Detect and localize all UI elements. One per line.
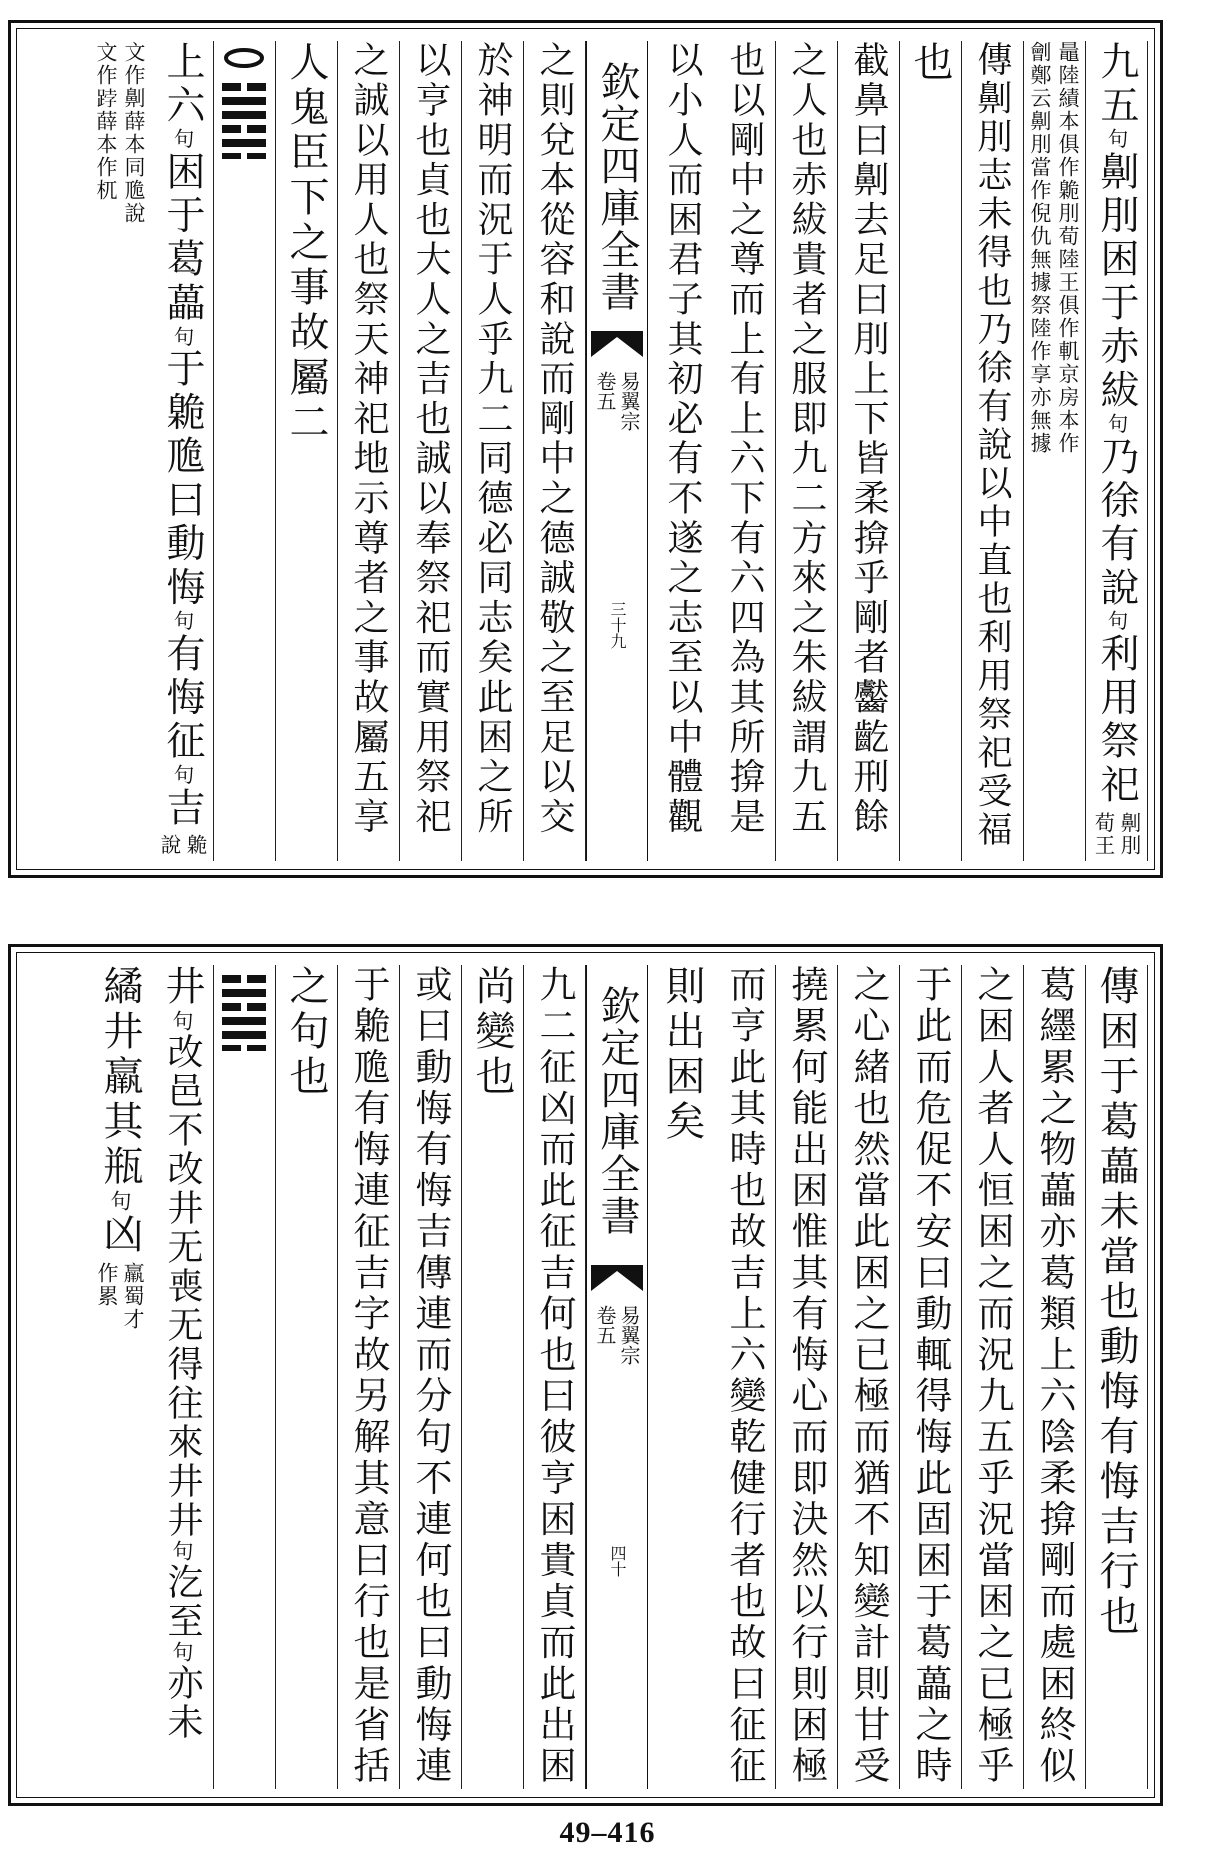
main-text: 九二征凶而此征吉何也曰彼亨困貴貞而此出困 bbox=[533, 965, 576, 1787]
circle-mark bbox=[222, 47, 266, 73]
main-text: 吉 bbox=[160, 786, 205, 831]
book-title: 欽定四庫全書 bbox=[594, 985, 640, 1237]
main-text: 葛纆累之物藟亦葛類上六陰柔揜剛而處困終似 bbox=[1033, 965, 1076, 1787]
punctuation-note: 句 bbox=[108, 1190, 132, 1213]
upper-columns bbox=[25, 41, 1146, 861]
center-fold bbox=[586, 965, 648, 1789]
book-name: 易翼宗 bbox=[617, 1305, 641, 1365]
hexagram-kun-icon bbox=[220, 81, 268, 161]
annotation-line: 文作劓薛本同卼說 bbox=[122, 41, 146, 225]
hexagram-column bbox=[214, 41, 274, 861]
column bbox=[400, 41, 460, 861]
chapter-label: 卷五 bbox=[593, 1305, 617, 1345]
annotation-column bbox=[1024, 41, 1084, 861]
fishtail-mark bbox=[591, 1265, 643, 1291]
lower-page bbox=[8, 944, 1163, 1806]
annotation-line: 鼂陸績本俱作臲刖荀陸王俱作䡄京房本作 bbox=[1056, 41, 1080, 455]
column bbox=[152, 41, 212, 861]
column bbox=[652, 41, 712, 861]
main-text: 於神明而況于人乎九二同德必同志矣此困之所 bbox=[472, 41, 513, 837]
main-text: 劓刖困于赤紱 bbox=[1094, 150, 1139, 414]
main-text: 以亨也貞也大人之吉也誠以奉祭祀而實用祭祀 bbox=[410, 41, 451, 837]
main-text: 困于葛藟 bbox=[160, 150, 205, 326]
column bbox=[1024, 965, 1084, 1789]
column bbox=[338, 965, 398, 1789]
annotation-line: 劊鄭云劓刖當作倪仇無據祭陸作享亦無據 bbox=[1028, 41, 1052, 455]
annotation-line: 荀王 bbox=[1091, 811, 1115, 857]
punctuation-note: 句 bbox=[1104, 128, 1128, 151]
main-text: 上六 bbox=[160, 41, 205, 129]
punctuation-note: 句 bbox=[170, 1641, 194, 1664]
punctuation-note: 句 bbox=[170, 325, 194, 349]
main-text: 于此而危促不安曰動輒得悔此固困于葛藟之時 bbox=[909, 965, 952, 1787]
book-title: 欽定四庫全書 bbox=[594, 61, 640, 313]
main-text: 人鬼臣下之事故屬二 bbox=[283, 41, 329, 446]
main-text: 改邑不改井无喪无得往來井井 bbox=[162, 1033, 203, 1540]
column bbox=[776, 41, 836, 861]
punctuation-note: 句 bbox=[170, 610, 194, 633]
main-text: 而亨此其時也故吉上六變乾健行者也故曰征征 bbox=[723, 965, 766, 1787]
annotation-column bbox=[90, 41, 150, 861]
main-text: 利用祭祀 bbox=[1094, 632, 1139, 808]
annotation-line: 臲 bbox=[183, 834, 207, 857]
main-text: 井 bbox=[159, 965, 205, 1010]
column bbox=[90, 965, 150, 1789]
column bbox=[1086, 41, 1146, 861]
annotation bbox=[157, 834, 207, 857]
page-footer-number: 49–416 bbox=[559, 1816, 656, 1849]
annotation-line: 作累 bbox=[95, 1262, 119, 1308]
punctuation-note: 句 bbox=[1104, 610, 1128, 633]
annotation-line: 羸蜀才 bbox=[121, 1262, 145, 1331]
main-text: 截鼻曰劓去足曰刖上下皆柔揜乎剛者齾齕刑餘 bbox=[848, 41, 889, 837]
annotation-line: 劓刖 bbox=[1117, 811, 1141, 857]
column bbox=[462, 41, 522, 861]
punctuation-note: 句 bbox=[170, 128, 194, 151]
column bbox=[838, 965, 898, 1789]
column bbox=[276, 41, 336, 861]
main-text: 九五 bbox=[1094, 41, 1139, 129]
hexagram-column bbox=[214, 965, 274, 1789]
column bbox=[276, 965, 336, 1789]
main-text: 之句也 bbox=[283, 965, 329, 1100]
main-text: 繘井羸其瓶 bbox=[97, 965, 143, 1190]
lower-columns bbox=[25, 965, 1146, 1789]
column bbox=[338, 41, 398, 861]
main-text: 亦未 bbox=[162, 1664, 203, 1742]
main-text: 尚變也 bbox=[469, 965, 515, 1100]
annotation bbox=[1091, 812, 1141, 857]
main-text: 乃徐有說 bbox=[1094, 435, 1139, 611]
hexagram-jing-icon bbox=[220, 973, 268, 1053]
main-text: 之則兌本從容和說而剛中之德誠敬之至足以交 bbox=[534, 41, 575, 837]
main-text: 或曰動悔有悔吉傳連而分句不連何也曰動悔連 bbox=[409, 965, 452, 1787]
chapter-label: 卷五 bbox=[593, 371, 617, 411]
column bbox=[962, 41, 1022, 861]
column bbox=[714, 965, 774, 1789]
main-text: 以小人而困君子其初必有不遂之志至以中體觀 bbox=[662, 41, 703, 837]
main-text: 則出困矣 bbox=[659, 965, 705, 1145]
page-number: 三十九 bbox=[608, 601, 627, 649]
column bbox=[714, 41, 774, 861]
main-text: 之誠以用人也祭天神祀地示尊者之事故屬五享 bbox=[348, 41, 389, 837]
punctuation-note: 句 bbox=[170, 764, 194, 787]
main-text: 撓累何能出困惟其有悔心而即決然以行則困極 bbox=[785, 965, 828, 1787]
volume-label bbox=[587, 1305, 647, 1365]
main-text: 之人也赤紱貴者之服即九二方來之朱紱謂九五 bbox=[786, 41, 827, 837]
punctuation-note: 句 bbox=[170, 1540, 194, 1563]
main-text: 之困人者人恒困之而況九五乎況當困之已極乎 bbox=[971, 965, 1014, 1787]
main-text: 也以剛中之尊而上有上六下有六四為其所揜是 bbox=[724, 41, 765, 837]
main-text: 于臲卼有悔連征吉字故另解其意曰行也是省括 bbox=[347, 965, 390, 1787]
column bbox=[900, 41, 960, 861]
volume-label bbox=[587, 371, 647, 431]
column bbox=[900, 965, 960, 1789]
column bbox=[838, 41, 898, 861]
annotation bbox=[95, 1262, 145, 1331]
main-text: 凶 bbox=[97, 1213, 143, 1258]
main-text: 之心緒也然當此困之已極而猶不知變計則甘受 bbox=[847, 965, 890, 1787]
column bbox=[1086, 965, 1146, 1789]
book-name: 易翼宗 bbox=[617, 371, 641, 431]
annotation-line: 說 bbox=[157, 834, 181, 857]
annotation-line: 文作𨁝薛本作杌 bbox=[94, 41, 118, 202]
main-text: 也 bbox=[907, 41, 953, 86]
column bbox=[462, 965, 522, 1789]
column bbox=[776, 965, 836, 1789]
fishtail-mark bbox=[591, 331, 643, 357]
column bbox=[524, 41, 584, 861]
column bbox=[152, 965, 212, 1789]
upper-page bbox=[8, 20, 1163, 878]
column bbox=[400, 965, 460, 1789]
main-text: 有悔征 bbox=[160, 632, 205, 765]
center-fold bbox=[586, 41, 648, 861]
column bbox=[652, 965, 712, 1789]
column bbox=[524, 965, 584, 1789]
punctuation-note: 句 bbox=[1104, 413, 1128, 436]
page-number: 四十 bbox=[608, 1545, 627, 1577]
punctuation-note: 句 bbox=[170, 1010, 194, 1033]
main-text: 傳劓刖志未得也乃徐有說以中直也利用祭祀受福 bbox=[972, 41, 1012, 850]
main-text: 汔至 bbox=[162, 1563, 203, 1641]
column bbox=[962, 965, 1022, 1789]
main-text: 于臲卼曰動悔 bbox=[160, 348, 205, 611]
main-text: 傳困于葛藟未當也動悔有悔吉行也 bbox=[1093, 965, 1139, 1640]
